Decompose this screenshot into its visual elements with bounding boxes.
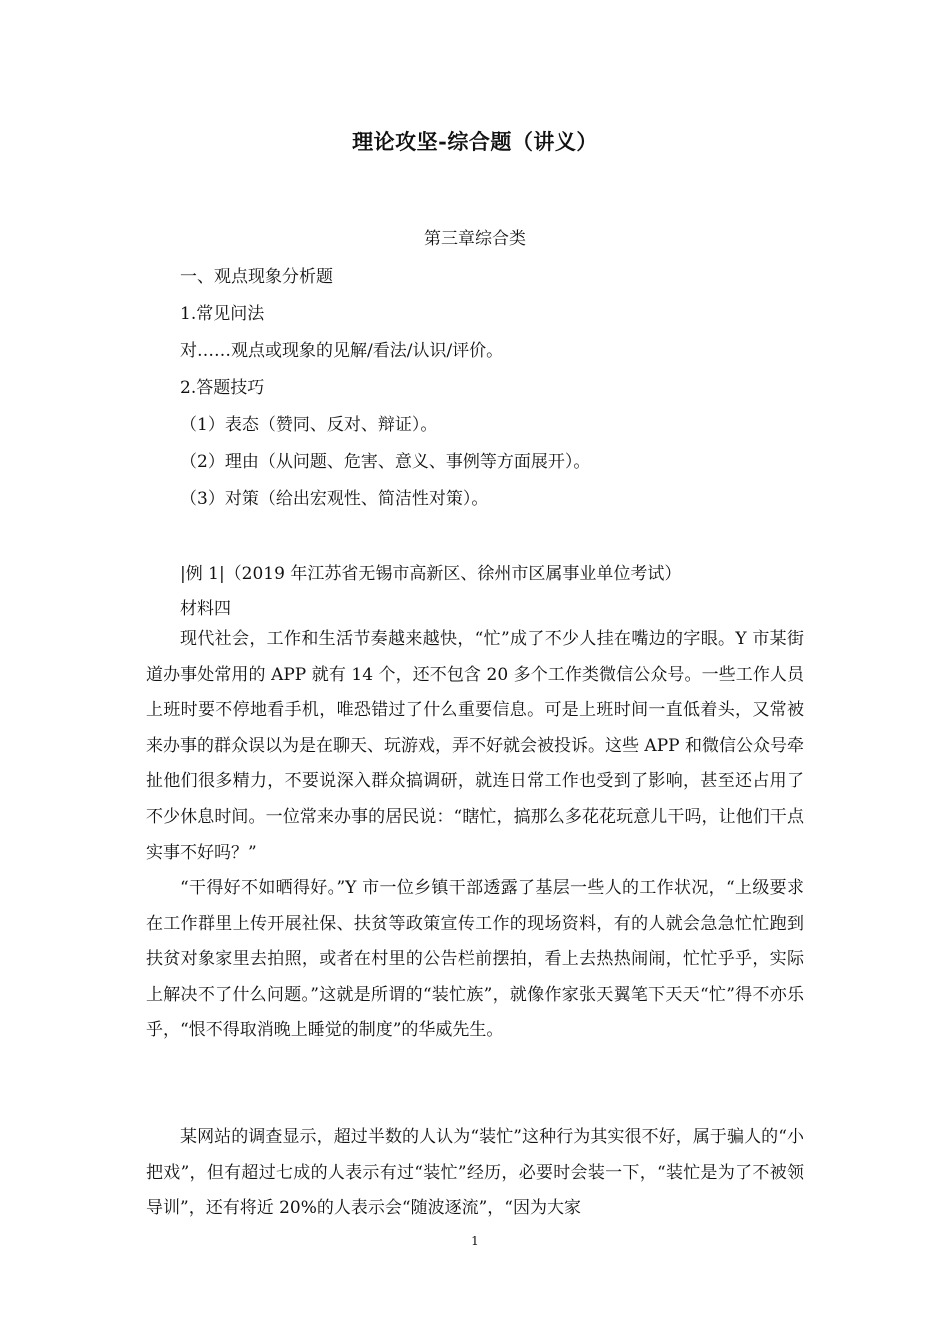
- body-paragraph: 现代社会，工作和生活节奏越来越快，“忙”成了不少人挂在嘴边的字眼。Y 市某街道办事处常用的 APP 就有 14 个，还不包含 20 多个工作类微信公众号。一些工作人员上班时要不停地看手机，唯恐错过了什么重要信息。可是上班时间一直低着头，又常被来办事的群众误以为是在聊天、玩游戏，弄不好就会被投诉。这些 APP 和微信公众号牵扯他们很多精力，不要说深入群众搞调研，就连日常工作也受到了影响，甚至还占用了不少休息时间。一位常来办事的居民说：“瞎忙，搞那么多花花玩意儿干吗，让他们干点实事不好吗？”: [146, 629, 804, 863]
- question-form-text: 对……观点或现象的见解/看法/认识/评价。: [180, 341, 504, 361]
- chapter-heading: 第三章综合类: [424, 229, 526, 249]
- example-label: |例 1|（2019 年江苏省无锡市高新区、徐州市区属事业单位考试）: [180, 564, 682, 584]
- subsection-common-questions: 1.常见问法: [180, 304, 265, 324]
- material-label: 材料四: [180, 599, 231, 619]
- tip-item: （1）表态（赞同、反对、辩证）。: [180, 415, 438, 435]
- body-paragraph: “干得好不如晒得好。”Y 市一位乡镇干部透露了基层一些人的工作状况，“上级要求在工作群里上传开展社保、扶贫等政策宣传工作的现场资料，有的人就会急急忙忙跑到扶贫对象家里去拍照，或者在村里的公告栏前摆拍，看上去热热闹闹，忙忙乎乎，实际上解决不了什么问题。”这就是所谓的“装忙族”，就像作家张天翼笔下天天“忙”得不亦乐乎，“恨不得取消晚上睡觉的制度”的华威先生。: [146, 878, 804, 1041]
- body-paragraph: 某网站的调查显示，超过半数的人认为“装忙”这种行为其实很不好，属于骗人的“小把戏”，但有超过七成的人表示有过“装忙”经历，必要时会装一下，“装忙是为了不被领导训”，还有将近 20%的人表示会“随波逐流”，“因为大家: [146, 1127, 804, 1219]
- tip-item: （2）理由（从问题、危害、意义、事例等方面展开）。: [180, 452, 591, 472]
- subsection-answer-tips: 2.答题技巧: [180, 378, 265, 398]
- document-title: 理论攻坚-综合题（讲义）: [352, 129, 598, 154]
- page-number: 1: [471, 1234, 479, 1248]
- section-heading: 一、观点现象分析题: [180, 267, 333, 287]
- tip-item: （3）对策（给出宏观性、简洁性对策）。: [180, 489, 489, 509]
